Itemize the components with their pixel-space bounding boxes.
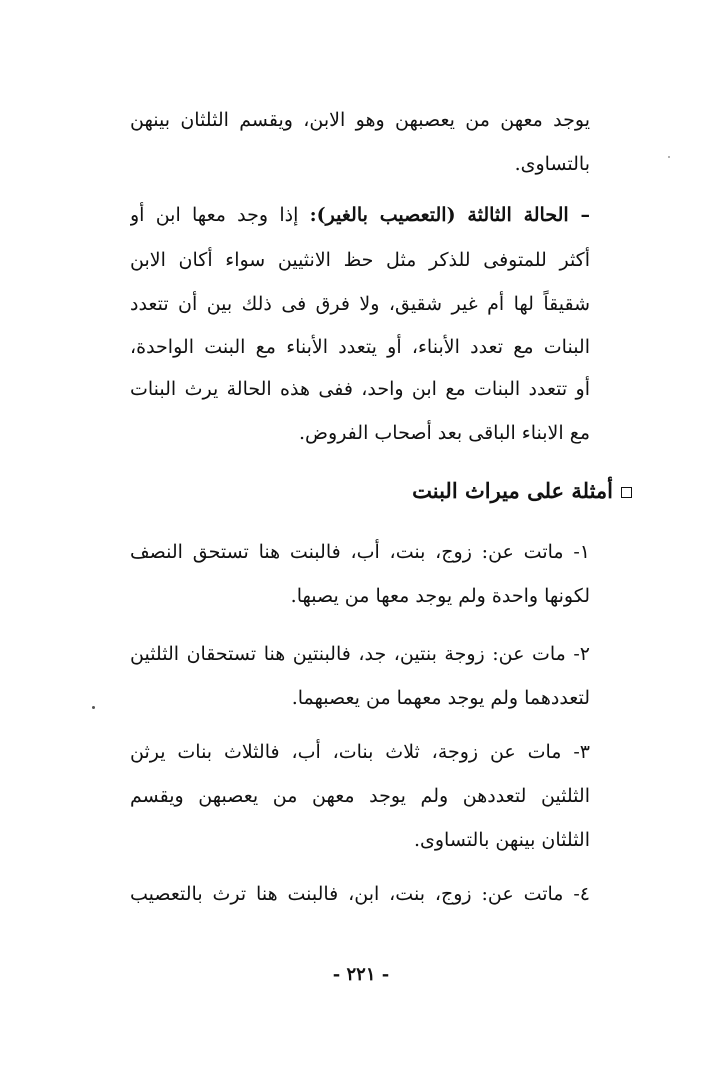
paragraph2-line-5: أو تتعدد البنات مع ابن واحد، ففى هذه الحالة يرث البنات (130, 378, 590, 400)
scan-speck (92, 706, 95, 709)
example-3-line-2: الثلثين لتعددهن ولم يوجد معهن من يعصبهن ويقسم (130, 785, 590, 807)
example-1-line-1: ١- ماتت عن: زوج، بنت، أب، فالبنت هنا تستحق النصف (130, 541, 590, 563)
paragraph2-line-1-text: إذا وجد معها ابن أو (130, 204, 299, 226)
paragraph2-line-3: شقيقاً لها أم غير شقيق، ولا فرق فى ذلك بين أن تتعدد (130, 293, 590, 315)
page-number: - ٢٢١ - (332, 964, 390, 985)
example-1-line-2: لكونها واحدة ولم يوجد معها من يصبها. (290, 585, 590, 607)
scan-speck (668, 156, 670, 158)
paragraph2-line-1 (130, 201, 590, 229)
paragraph2-lead: – الحالة الثالثة (التعصيب بالغير): (309, 204, 590, 226)
example-3-line-1: ٣- مات عن زوجة، ثلاث بنات، أب، فالثلاث بنات يرثن (130, 741, 590, 763)
example-4-line-1: ٤- ماتت عن: زوج، بنت، ابن، فالبنت هنا ترث بالتعصيب (130, 883, 590, 905)
example-2-line-1: ٢- مات عن: زوجة بنتين، جد، فالبنتين هنا تستحقان الثلثين (130, 643, 590, 665)
example-3-line-3: الثلثان بينهن بالتساوى. (413, 829, 590, 851)
paragraph1-line-1: يوجد معهن من يعصبهن وهو الابن، ويقسم الثلثان بينهن (130, 109, 590, 131)
paragraph1-line-2: بالتساوى. (514, 153, 590, 175)
example-2-line-2: لتعددهما ولم يوجد معهما من يعصبهما. (291, 687, 590, 709)
paragraph2-line-2: أكثر للمتوفى للذكر مثل حظ الانثيين سواء أكان الابن (130, 249, 590, 271)
paragraph2-line-4: البنات مع تعدد الأبناء، أو يتعدد الأبناء مع البنت الواحدة، (130, 336, 590, 358)
section-heading (412, 476, 632, 506)
section-heading-text: أمثلة على ميراث البنت (412, 478, 613, 503)
paragraph2-line-6: مع الابناء الباقى بعد أصحاب الفروض. (299, 422, 590, 444)
square-bullet-icon (621, 487, 632, 498)
